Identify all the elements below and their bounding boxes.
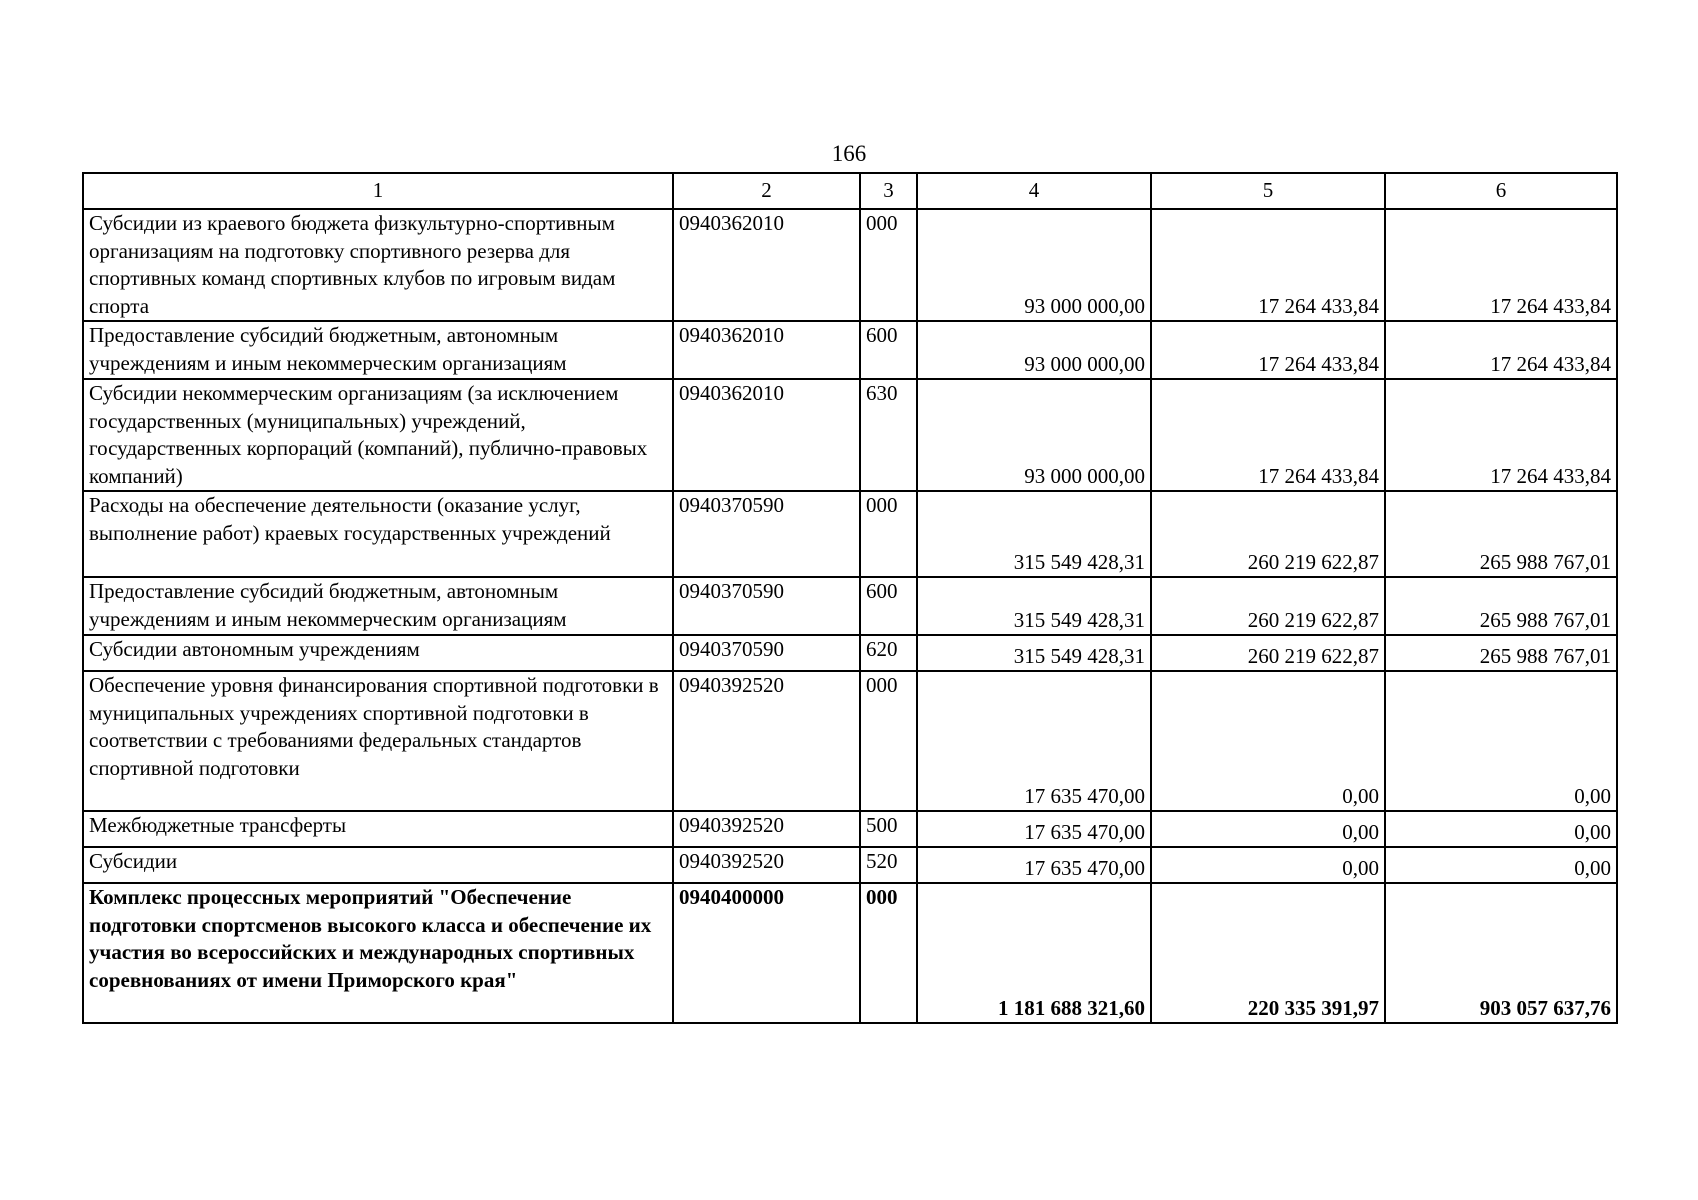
table-row: [83, 209, 1617, 321]
row-value-4: 315 549 428,31: [917, 577, 1151, 635]
row-value-5: 17 264 433,84: [1151, 321, 1385, 379]
row-value-4: 93 000 000,00: [917, 209, 1151, 321]
row-kind: 000: [860, 883, 917, 1023]
row-value-4: 17 635 470,00: [917, 847, 1151, 883]
row-value-6: 17 264 433,84: [1385, 379, 1617, 491]
table-row: [83, 883, 1617, 1023]
table-row: [83, 811, 1617, 847]
row-value-5: 0,00: [1151, 811, 1385, 847]
row-value-5: 0,00: [1151, 671, 1385, 811]
row-value-4: 17 635 470,00: [917, 811, 1151, 847]
row-kind: 000: [860, 491, 917, 577]
row-kind: 600: [860, 321, 917, 379]
row-value-5: 260 219 622,87: [1151, 635, 1385, 671]
column-header: 6: [1385, 173, 1617, 209]
budget-table: [82, 172, 1618, 1024]
column-header: 2: [673, 173, 860, 209]
column-header: 5: [1151, 173, 1385, 209]
row-name: Расходы на обеспечение деятельности (оказание услуг, выполнение работ) краевых государственных учреждений: [83, 491, 673, 577]
row-code: 0940362010: [673, 209, 860, 321]
row-kind: 620: [860, 635, 917, 671]
row-value-6: 265 988 767,01: [1385, 635, 1617, 671]
page-number: 166: [831, 141, 867, 166]
row-value-6: 0,00: [1385, 811, 1617, 847]
row-name: Обеспечение уровня финансирования спортивной подготовки в муниципальных учреждениях спортивной подготовки в соответствии с требованиями федеральных стандартов спортивной подготовки: [83, 671, 673, 811]
table-row: [83, 379, 1617, 491]
row-kind: 500: [860, 811, 917, 847]
column-header: 3: [860, 173, 917, 209]
row-value-5: 220 335 391,97: [1151, 883, 1385, 1023]
row-value-4: 17 635 470,00: [917, 671, 1151, 811]
row-value-6: 265 988 767,01: [1385, 577, 1617, 635]
row-value-4: 315 549 428,31: [917, 635, 1151, 671]
table-row: [83, 847, 1617, 883]
table-row: [83, 671, 1617, 811]
row-value-5: 0,00: [1151, 847, 1385, 883]
column-header: 4: [917, 173, 1151, 209]
row-code: 0940392520: [673, 671, 860, 811]
row-value-5: 260 219 622,87: [1151, 491, 1385, 577]
row-value-6: 17 264 433,84: [1385, 209, 1617, 321]
row-value-4: 1 181 688 321,60: [917, 883, 1151, 1023]
row-code: 0940370590: [673, 491, 860, 577]
row-value-5: 260 219 622,87: [1151, 577, 1385, 635]
row-name: Предоставление субсидий бюджетным, автономным учреждениям и иным некоммерческим организациям: [83, 321, 673, 379]
row-code: 0940400000: [673, 883, 860, 1023]
row-name: Предоставление субсидий бюджетным, автономным учреждениям и иным некоммерческим организациям: [83, 577, 673, 635]
row-value-6: 903 057 637,76: [1385, 883, 1617, 1023]
row-code: 0940370590: [673, 577, 860, 635]
row-value-6: 0,00: [1385, 847, 1617, 883]
table-row: [83, 577, 1617, 635]
row-kind: 000: [860, 209, 917, 321]
row-name: Субсидии некоммерческим организациям (за исключением государственных (муниципальных) учреждений, государственных корпораций (компаний), публично-правовых компаний): [83, 379, 673, 491]
row-name: Комплекс процессных мероприятий "Обеспечение подготовки спортсменов высокого класса и обеспечение их участия во всероссийских и международных спортивных соревнованиях от имени Приморского края": [83, 883, 673, 1023]
row-value-4: 93 000 000,00: [917, 321, 1151, 379]
row-value-5: 17 264 433,84: [1151, 209, 1385, 321]
row-value-4: 315 549 428,31: [917, 491, 1151, 577]
column-header: 1: [83, 173, 673, 209]
row-value-6: 17 264 433,84: [1385, 321, 1617, 379]
row-kind: 630: [860, 379, 917, 491]
row-value-4: 93 000 000,00: [917, 379, 1151, 491]
row-name: Субсидии: [83, 847, 673, 883]
row-name: Субсидии автономным учреждениям: [83, 635, 673, 671]
table-header-row: [83, 173, 1617, 209]
row-value-6: 265 988 767,01: [1385, 491, 1617, 577]
row-name: Межбюджетные трансферты: [83, 811, 673, 847]
row-code: 0940392520: [673, 847, 860, 883]
row-name: Субсидии из краевого бюджета физкультурно-спортивным организациям на подготовку спортивного резерва для спортивных команд спортивных клубов по игровым видам спорта: [83, 209, 673, 321]
row-kind: 000: [860, 671, 917, 811]
row-code: 0940370590: [673, 635, 860, 671]
table-row: [83, 491, 1617, 577]
row-kind: 600: [860, 577, 917, 635]
row-value-6: 0,00: [1385, 671, 1617, 811]
table-row: [83, 635, 1617, 671]
table-row: [83, 321, 1617, 379]
row-code: 0940362010: [673, 379, 860, 491]
row-kind: 520: [860, 847, 917, 883]
row-code: 0940392520: [673, 811, 860, 847]
row-code: 0940362010: [673, 321, 860, 379]
row-value-5: 17 264 433,84: [1151, 379, 1385, 491]
